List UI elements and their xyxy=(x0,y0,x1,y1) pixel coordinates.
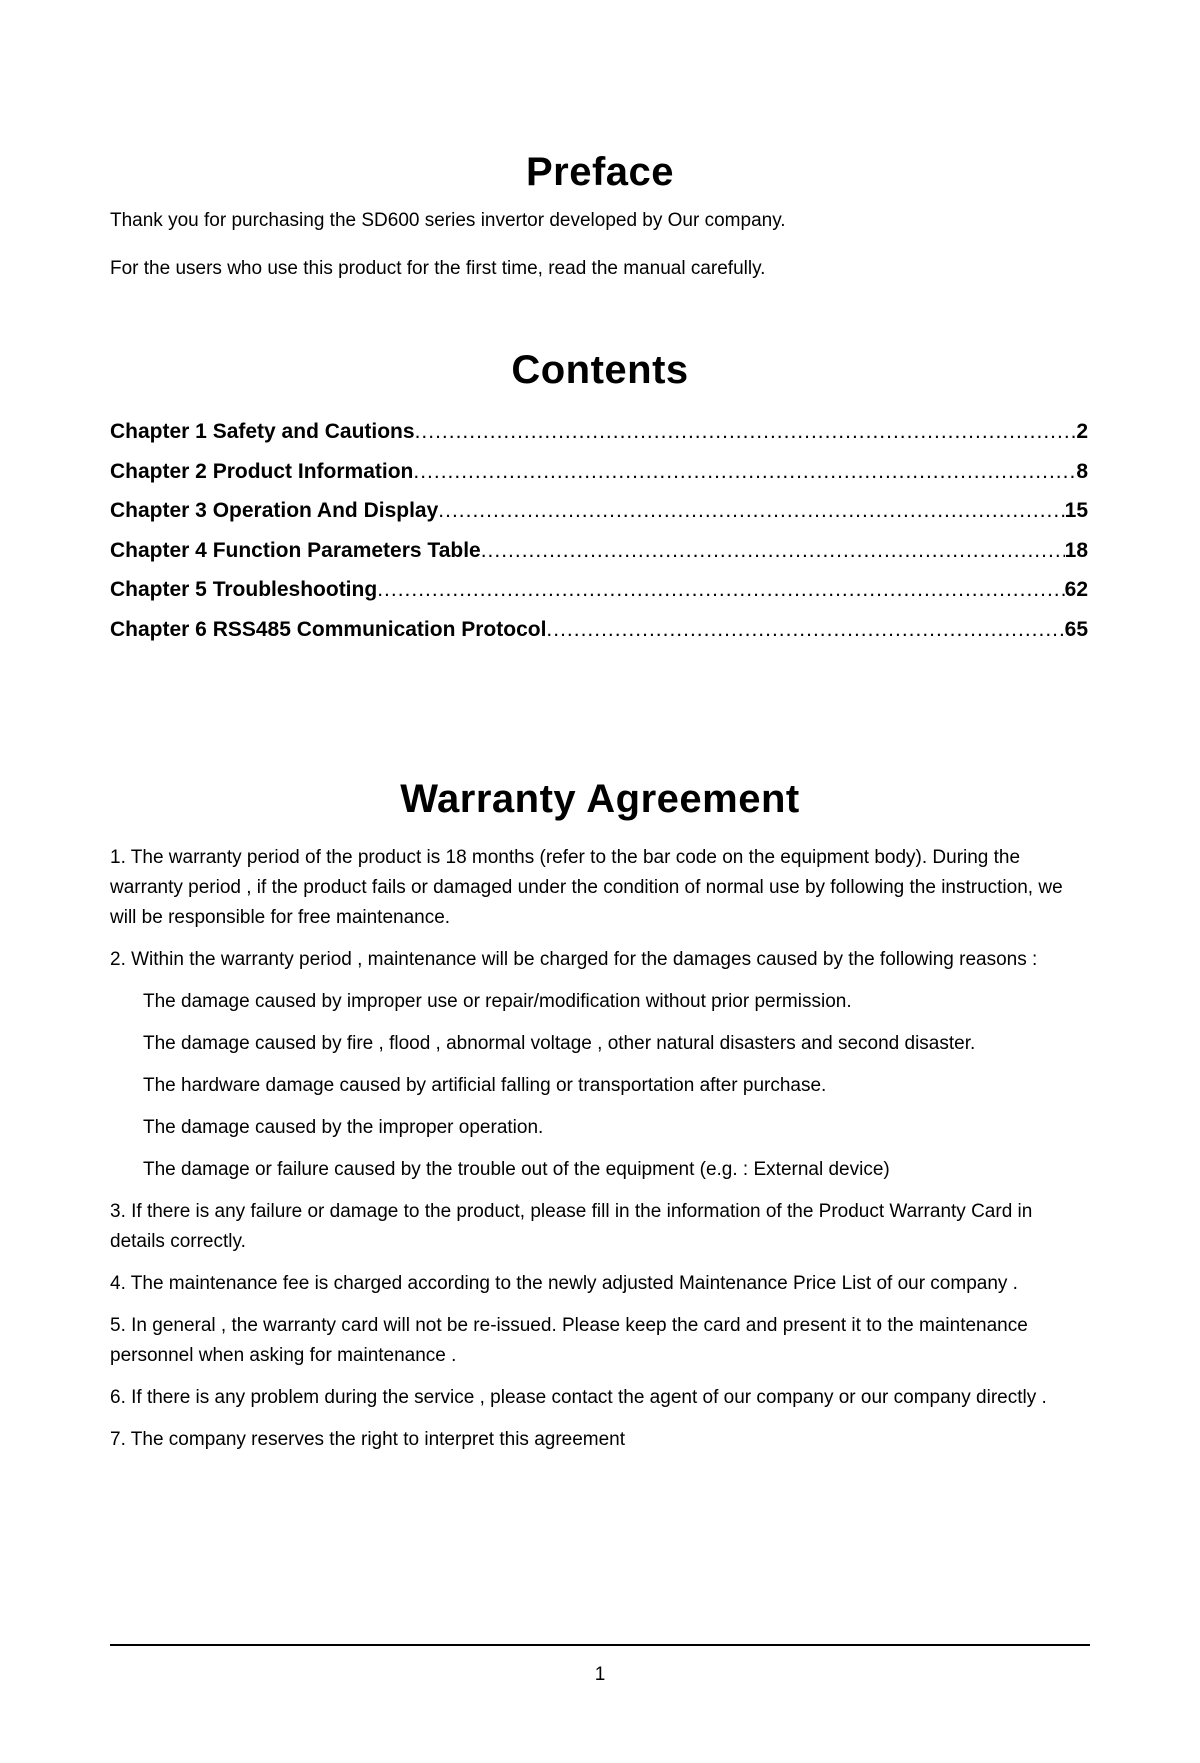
toc-entry-label: Chapter 6 RSS485 Communication Protocol xyxy=(110,617,547,641)
warranty-item-6: 6. If there is any problem during the service , please contact the agent of our company or our company directly . xyxy=(110,1387,1047,1408)
warranty-body xyxy=(110,843,1092,1467)
toc-leader-dots xyxy=(438,499,1064,523)
toc-leader-dots xyxy=(415,420,1077,444)
preface-line: Thank you for purchasing the SD600 series invertor developed by Our company. xyxy=(110,210,786,231)
preface-line: For the users who use this product for the first time, read the manual carefully. xyxy=(110,258,766,279)
toc-entry-label: Chapter 4 Function Parameters Table xyxy=(110,538,481,562)
toc-entry-chapter-5[interactable] xyxy=(110,578,1088,618)
preface-body xyxy=(110,210,1090,306)
toc-entry-page: 2 xyxy=(1076,420,1088,443)
toc-entry-chapter-2[interactable] xyxy=(110,460,1088,500)
toc-entry-page: 8 xyxy=(1076,459,1088,483)
warranty-item-3: 3. If there is any failure or damage to the product, please fill in the information of the Product Warranty Card in details correctly. xyxy=(110,1201,1033,1252)
toc-entry-chapter-6[interactable] xyxy=(110,618,1088,658)
warranty-item-2: 2. Within the warranty period , maintenance will be charged for the damages caused by the following reasons : xyxy=(110,949,1038,970)
toc-entry-chapter-4[interactable] xyxy=(110,539,1088,579)
toc-entry-label: Chapter 1 Safety and Cautions xyxy=(110,420,415,443)
toc-entry-label: Chapter 2 Product Information xyxy=(110,459,414,483)
footer-divider xyxy=(110,1644,1090,1646)
toc-leader-dots xyxy=(377,578,1064,602)
warranty-item-4: 4. The maintenance fee is charged according to the newly adjusted Maintenance Price List of our company . xyxy=(110,1273,1018,1294)
table-of-contents xyxy=(110,420,1088,657)
warranty-subitem: The damage or failure caused by the trouble out of the equipment (e.g. : External device) xyxy=(143,1159,890,1180)
warranty-subitem: The damage caused by improper use or repair/modification without prior permission. xyxy=(143,991,852,1012)
warranty-subitem: The hardware damage caused by artificial falling or transportation after purchase. xyxy=(143,1075,827,1096)
toc-entry-page: 62 xyxy=(1064,578,1088,601)
warranty-item-1: 1. The warranty period of the product is 18 months (refer to the bar code on the equipment body). During the warranty period , if the product fails or damaged under the condition of normal use by following the instruction, we will be responsible for free maintenance. xyxy=(110,847,1063,928)
contents-title: Contents xyxy=(511,348,689,392)
preface-title: Preface xyxy=(525,150,675,194)
toc-entry-page: 18 xyxy=(1064,538,1088,562)
toc-entry-page: 15 xyxy=(1064,499,1088,522)
toc-entry-label: Chapter 5 Troubleshooting xyxy=(110,578,378,601)
toc-leader-dots xyxy=(481,539,1065,563)
warranty-subitem: The damage caused by the improper operation. xyxy=(143,1117,544,1138)
toc-entry-chapter-3[interactable] xyxy=(110,499,1088,539)
warranty-title: Warranty Agreement xyxy=(400,777,800,821)
toc-leader-dots xyxy=(546,618,1064,642)
toc-entry-page: 65 xyxy=(1064,617,1088,641)
toc-entry-label: Chapter 3 Operation And Display xyxy=(110,499,439,522)
warranty-item-5: 5. In general , the warranty card will not be re-issued. Please keep the card and present it to the maintenance personnel when asking for maintenance . xyxy=(110,1315,1028,1366)
page-number: 1 xyxy=(594,1664,606,1685)
warranty-item-7: 7. The company reserves the right to interpret this agreement xyxy=(110,1429,626,1450)
toc-leader-dots xyxy=(413,460,1076,484)
warranty-subitem: The damage caused by fire , flood , abnormal voltage , other natural disasters and second disaster. xyxy=(143,1033,976,1054)
toc-entry-chapter-1[interactable] xyxy=(110,420,1088,460)
